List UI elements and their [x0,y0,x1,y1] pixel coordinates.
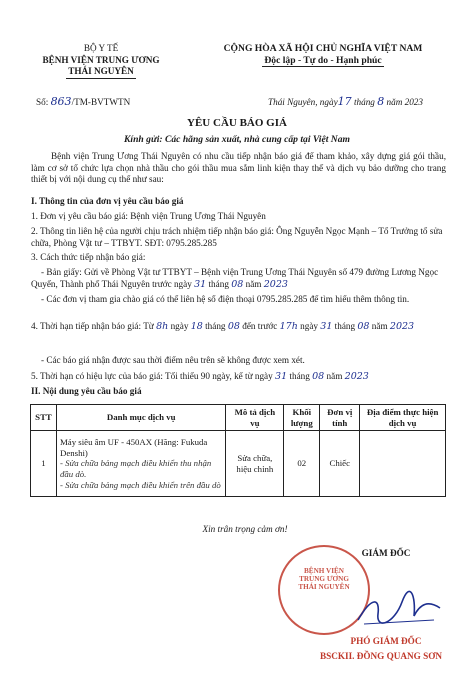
signature-role: GIÁM ĐỐC [361,548,411,558]
col-service: Danh mục dịch vụ [56,405,225,431]
section1-item4: 4. Thời hạn tiếp nhận báo giá: Từ 8h ngày 18 tháng 08 đến trước 17h ngày 31 tháng 08 năm 2023 [31,321,415,332]
section1-item1: 1. Đơn vị yêu cầu báo giá: Bệnh viện Trung Ương Thái Nguyên [31,211,266,221]
row-quantity: 02 [284,431,320,497]
col-place: Địa điểm thực hiện dịch vụ [360,405,446,431]
recipient: Kính gửi: Các hãng sản xuất, nhà cung cấp tại Việt Nam [124,134,350,145]
table-row [31,431,446,497]
org-name-line1: BỆNH VIỆN TRUNG ƯƠNG [42,54,160,65]
col-unit: Đơn vị tính [320,405,360,431]
section1-item3: 3. Cách thức tiếp nhận báo giá: [31,252,146,262]
doc-date: Thái Nguyên, ngày17 tháng 8 năm 2023 [268,95,423,108]
doc-title: YÊU CẦU BÁO GIÁ [187,117,287,129]
section1-item3b: - Các đơn vị tham gia chào giá có thể liên hệ số điện thoại 0795.285.285 để tìm hiểu thêm thông tin. [41,294,410,304]
nation-title: CỘNG HÒA XÃ HỘI CHỦ NGHĨA VIỆT NAM [223,43,423,54]
signature-name: BSCKII. ĐỒNG QUANG SƠN [319,651,442,661]
closing-text: Xin trân trọng cảm ơn! [202,524,288,534]
national-header [190,43,456,67]
motto: Độc lập - Tự do - Hạnh phúc [264,54,382,66]
services-table [30,404,446,497]
section1-item5: 5. Thời hạn có hiệu lực của báo giá: Tối thiểu 90 ngày, kể từ ngày 31 tháng 08 năm 2023 [31,371,369,382]
section1-item3a: - Bản giấy: Gửi về Phòng Vật tư TTBYT – Bệnh viện Trung Ương Thái Nguyên số 479 đường Lương Ngọc Quyến, Thành phố Thái Nguyên trước ngày 31 tháng 08 năm 2023 [31,267,439,290]
row-stt: 1 [31,431,57,497]
row-description: Sửa chữa, hiệu chỉnh [226,431,284,497]
signature-sub-role: PHÓ GIÁM ĐỐC [350,636,422,646]
section2-heading: II. Nội dung yêu cầu báo giá [31,386,142,396]
section1-heading: I. Thông tin của đơn vị yêu cầu báo giá [31,196,184,206]
doc-number-hand: 863 [50,95,72,108]
intro-paragraph: Bệnh viện Trung Ương Thái Nguyên có nhu cầu tiếp nhận báo giá để tham khảo, xây dựng giá gói thầu, làm cơ sở tổ chức lựa chọn nhà thầu cho gói thầu mua sắm linh kiện thay thế và dịch vụ bảo dưỡng cho trang thiết bị với nội dung cụ thể như sau: [31,151,446,185]
handwritten-signature [354,590,444,630]
row-service: Máy siêu âm UF - 450AX (Hãng: Fukuda Denshi) - Sửa chữa bảng mạch điều khiển thu nhận đầu dò. - Sửa chữa bảng mạch điều khiển trên đầu dò [56,431,225,497]
official-stamp: BỆNH VIỆN TRUNG ƯƠNG THÁI NGUYÊN [278,545,370,635]
org-header [22,43,180,79]
doc-number: Số: 863/TM-BVTWTN [36,95,131,108]
row-unit: Chiếc [320,431,360,497]
section1-item2: 2. Thông tin liên hệ của người chịu trách nhiệm tiếp nhận báo giá: Ông Nguyễn Ngọc Mạnh – Tổ Trưởng tổ sửa chữa, Phòng Vật tư – TTBYT. SĐT: 0795.285.285 [31,226,443,248]
org-name-line2: THÁI NGUYÊN [66,66,136,79]
row-place [360,431,446,497]
table-header-row [31,405,446,431]
col-quantity: Khối lượng [284,405,320,431]
col-stt: STT [31,405,57,431]
col-description: Mô tả dịch vụ [226,405,284,431]
section1-item4-note: - Các báo giá nhận được sau thời điểm nêu trên sẽ không được xem xét. [41,355,305,365]
org-parent: BỘ Y TẾ [83,43,119,53]
